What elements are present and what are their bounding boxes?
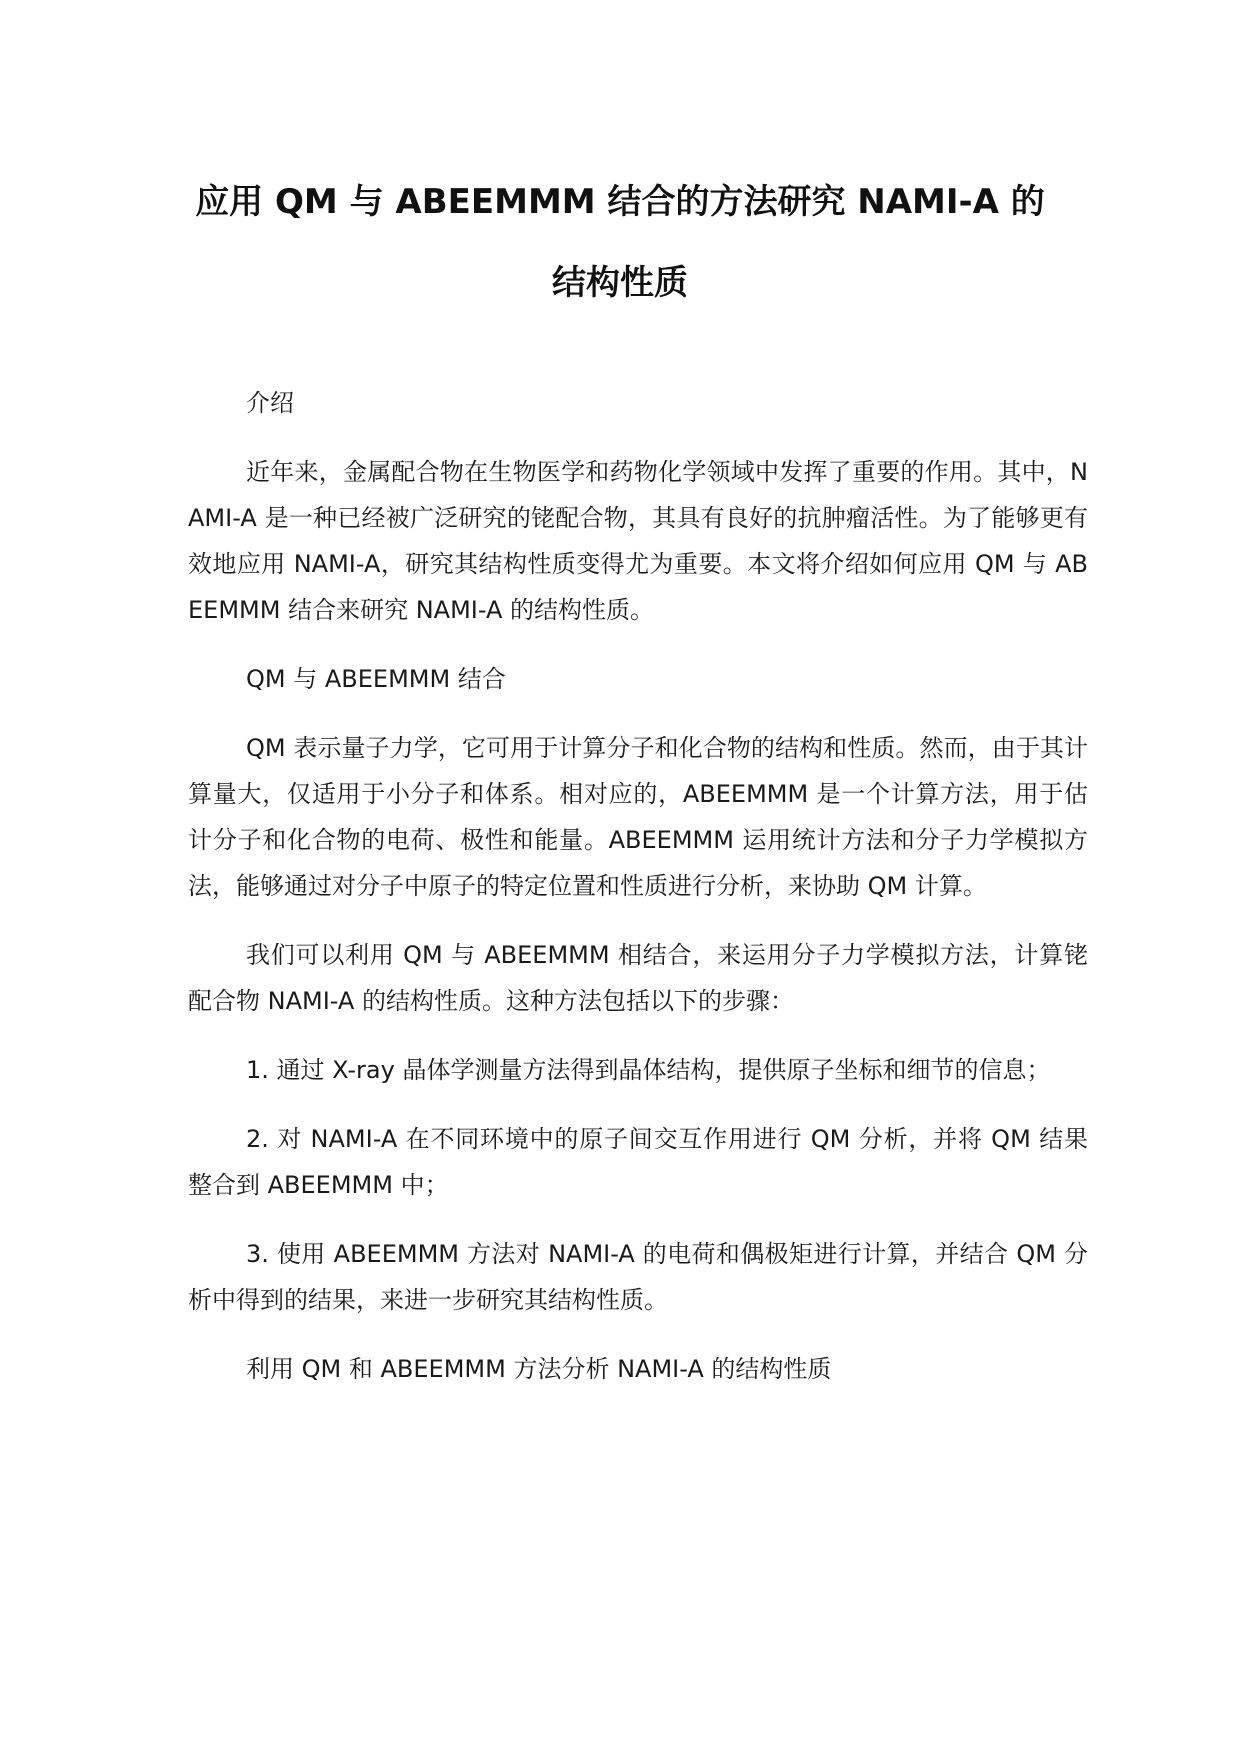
- document-title-line-2: 结构性质: [552, 263, 688, 303]
- paragraph-method-overview: 我们可以利用 QM 与 ABEEMMM 相结合，来运用分子力学模拟方法，计算铑配合物 NAMI-A 的结构性质。这种方法包括以下的步骤：: [188, 941, 1088, 1015]
- section-heading-qm-abeemmm: QM 与 ABEEMMM 结合: [246, 665, 506, 693]
- paragraph-qm-description: QM 表示量子力学，它可用于计算分子和化合物的结构和性质。然而，由于其计算量大，仅适用于小分子和体系。相对应的，ABEEMMM 是一个计算方法，用于估计分子和化合物的电荷、极性和能量。ABEEMMM 运用统计方法和分子力学模拟方法，能够通过对分子中原子的特定位置和性质进行分析，来协助 QM 计算。: [188, 734, 1088, 900]
- step-3: 3. 使用 ABEEMMM 方法对 NAMI-A 的电荷和偶极矩进行计算，并结合 QM 分析中得到的结果，来进一步研究其结构性质。: [188, 1240, 1088, 1314]
- paragraph-intro: 近年来，金属配合物在生物医学和药物化学领域中发挥了重要的作用。其中，NAMI-A 是一种已经被广泛研究的铑配合物，其具有良好的抗肿瘤活性。为了能够更有效地应用 NAMI-A，研究其结构性质变得尤为重要。本文将介绍如何应用 QM 与 ABEEMMM 结合来研究 NAMI-A 的结构性质。: [188, 458, 1088, 624]
- section-heading-intro: 介绍: [246, 389, 294, 417]
- document-body: [188, 380, 1088, 1415]
- section-heading-analysis: 利用 QM 和 ABEEMMM 方法分析 NAMI-A 的结构性质: [246, 1355, 832, 1383]
- document-title-line-1: 应用 QM 与 ABEEMMM 结合的方法研究 NAMI-A 的: [195, 182, 1045, 222]
- step-1: 1. 通过 X-ray 晶体学测量方法得到晶体结构，提供原子坐标和细节的信息；: [246, 1056, 1051, 1084]
- step-2: 2. 对 NAMI-A 在不同环境中的原子间交互作用进行 QM 分析，并将 QM 结果整合到 ABEEMMM 中；: [188, 1125, 1088, 1199]
